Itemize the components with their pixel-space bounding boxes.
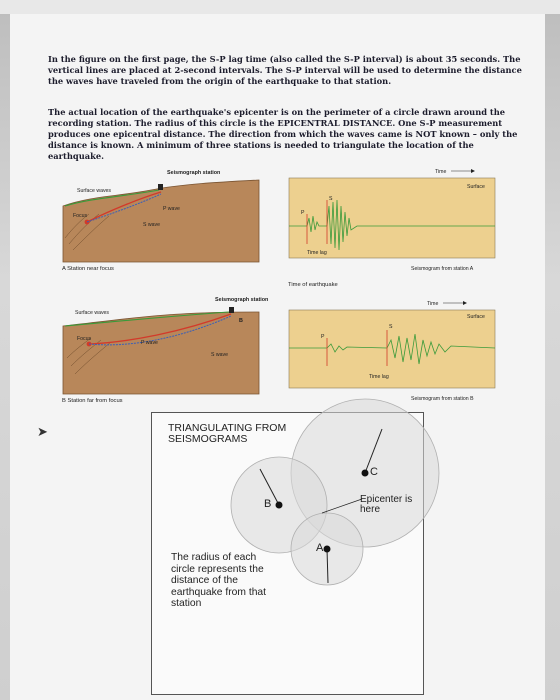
caption-station-far-from-focus: B Station far from focus (62, 398, 123, 404)
diagram-station-far-from-focus (61, 296, 269, 396)
p-label: P (301, 210, 305, 216)
station-b-marker-label: B (239, 318, 243, 324)
time-label: Time (427, 301, 439, 307)
time-lag-label: Time lag (307, 250, 327, 256)
surface-waves-label: Surface waves (75, 310, 110, 316)
station-c-label: C (370, 466, 378, 478)
paragraph-epicenter: The actual location of the earthquake's epicenter is on the perimeter of a circle drawn around the recording station. The radius of this circle is the EPICENTRAL DISTANCE. One S-P measurement produces one epicentral distance. The direction from which the waves came is NOT known – only the distance is known. A minimum of three stations is needed to triangulate the location of the earthquake. (48, 107, 518, 161)
surface-label: Surface (467, 184, 485, 190)
s-label: S (329, 196, 333, 202)
station-a-dot (324, 546, 331, 553)
station-b-label: B (264, 498, 272, 510)
s-label: S (389, 324, 393, 330)
paragraph-sp-lag: In the figure on the first page, the S-P lag time (also called the S-P interval) is about 35 seconds. The vertical lines are placed at 2-second intervals. The S-P interval will be used to determine the distance the waves have traveled from the origin of the earthquake to that station. (48, 54, 522, 86)
time-of-earthquake-label: Time of earthquake (288, 282, 338, 288)
seismograph-station-marker (158, 184, 163, 190)
s-wave-label: S wave (211, 352, 229, 358)
diagram-station-near-focus (61, 168, 261, 264)
focus-label: Focus (77, 336, 92, 342)
radius-note: The radius of each circle represents the distance of the earthquake from that station (171, 552, 267, 609)
focus-label: Focus (73, 213, 88, 219)
station-a-label: A (316, 542, 324, 554)
p-label: P (321, 334, 325, 340)
seismograph-station-label: Seismograph station (215, 297, 269, 303)
worksheet-page (10, 14, 545, 700)
station-b-dot (276, 502, 283, 509)
time-label: Time (435, 169, 447, 175)
time-arrowhead (471, 169, 475, 173)
triangulation-box (151, 412, 424, 695)
seismogram-caption: Seismogram from station B (411, 396, 474, 402)
ground-cross-section (63, 312, 259, 394)
seismogram-paper (289, 178, 495, 258)
seismogram-station-a (287, 166, 497, 278)
surface-waves-label: Surface waves (77, 188, 112, 194)
p-wave-label: P wave (163, 206, 180, 212)
top-strip (0, 0, 560, 14)
caption-station-near-focus: A Station near focus (62, 266, 114, 272)
seismograph-station-marker (229, 307, 234, 313)
time-lag-label: Time lag (369, 374, 389, 380)
seismogram-paper (289, 310, 495, 388)
cursor-arrow-icon: ➤ (37, 425, 48, 440)
p-wave-label: P wave (141, 340, 158, 346)
seismograph-station-label: Seismograph station (167, 170, 221, 176)
triangulation-title: TRIANGULATING FROM SEISMOGRAMS (168, 422, 287, 445)
station-c-dot (362, 470, 369, 477)
time-arrowhead (463, 301, 467, 305)
s-wave-label: S wave (143, 222, 161, 228)
seismogram-caption: Seismogram from station A (411, 266, 474, 272)
epicenter-label: Epicenter is here (360, 494, 413, 515)
seismogram-station-b (287, 296, 497, 406)
surface-label: Surface (467, 314, 485, 320)
